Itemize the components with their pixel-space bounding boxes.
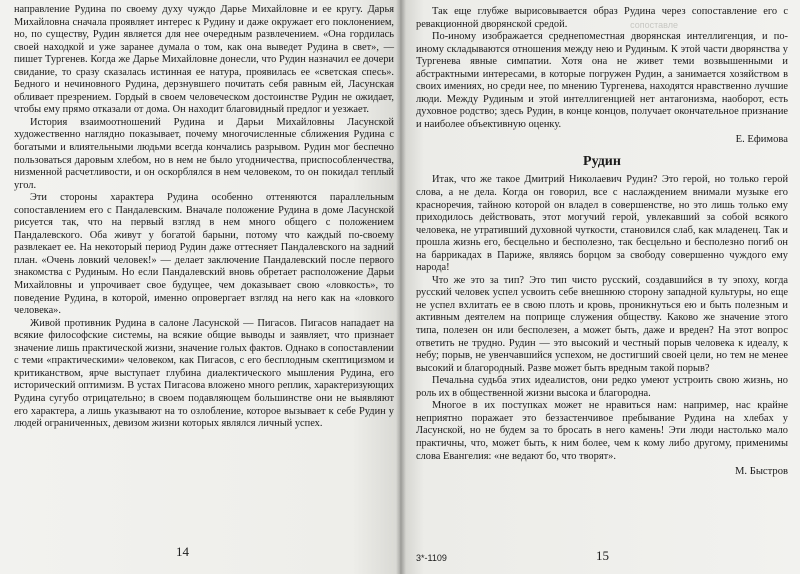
right-paragraph-5: Печальна судьба этих идеалистов, они редко умеют устроить свою жизнь, но роль их в общественной жизни высока и благородна.	[416, 375, 788, 399]
right-paragraph-6: Многое в их поступках может не нравиться нам: например, нас крайне неприятно поражает это беззастенчивое пребывание Рудина на хлебах у Ласунской, но не будем за то бросать в него камень! Эти люди настолько мало практичны, что, может быть, к ним более, чем к кому либо другому, применимы слова Евангелия: «не ведают бо, что творят».	[416, 400, 788, 462]
author-signature-efimova: Е. Ефимова	[735, 134, 788, 146]
book-gutter-shadow	[396, 0, 406, 574]
bleed-through-text: сопоставле	[630, 20, 678, 30]
right-paragraph-2: По-иному изображается среднепоместная дворянская интеллигенция, и по-иному складываются отношения между нею и Рудиным. К этой части дворянства у Тургенева явные симпатии. Хотя она не живет теми возвышенными и абстрактными интересами, в которые погружен Рудин, а занимается хозяйством в своих имениях, но среди нее, по мнению Тургенева, находятся нравственно лучшие люди. Между Рудиным и этой интеллигенцией нет антагонизма, наоборот, есть духовное родство; здесь Рудин, в конце концов, получает окончательное признание и наиболее объективную оценку.	[416, 31, 788, 130]
left-paragraph-2: История взаимоотношений Рудина и Дарьи Михайловны Ласунской художественно наглядно показывает, почему многочисленные сближения Рудина с богатыми и влиятельными людьми всегда кончались разрывом. Рудин мог беспечно пользоваться даровым хлебом, но в нем не было угодничества, приспособленчества, низменной расчетливости, и он оскорблялся в нем человеком, то он покидал теплый угол.	[14, 116, 394, 191]
right-page-number: 15	[596, 548, 609, 563]
right-paragraph-1: Так еще глубже вырисовывается образ Рудина через сопоставление его с ревакционной дворянской средой.	[416, 6, 788, 30]
right-paragraph-3: Итак, что же такое Дмитрий Николаевич Рудин? Это герой, но только герой слова, а не дела. Когда он говорил, все с наслаждением внимали музыке его красноречия, тайною которой он владел в совершенстве, но это лишь только ему приходилось действовать, этот могучий герой, увлекавший за собой всякого человека, не утративший духовной чуткости, становился слаб, как младенец. Так и прошла жизнь его, бесцельно и бесполезно, так бесцельно и бесполезно погиб он на баррикадах в Париже, являясь борцом за свободу совершенно чуждого ему народа!	[416, 174, 788, 274]
print-code: 3*-1109	[416, 553, 447, 563]
left-paragraph-3: Эти стороны характера Рудина особенно оттеняются параллельным сопоставлением его с Пандалевским. Вначале положение Рудина в доме Ласунской рисуется так, что на первый взгляд в нем много общего с положением Пандалевского. Оба живут у богатой барыни, потому что каждый по-своему развлекает ее. На некоторый период Рудин даже оттесняет Пандалевского на задний план. «Очень ловкий человек!» — делает заключение Пандалевский после первого знакомства с Рудиным. Но если Пандалевский вновь обретает расположение Дарьи Михайловны и упрочивает свое будущее, чем доказывает свою «ловкость», то поведение Рудина, в которой, именно опровергает взгляд на него как на «ловкого человека».	[14, 192, 394, 317]
right-page	[400, 0, 800, 574]
author-signature-bystrov: М. Быстров	[735, 466, 788, 478]
left-paragraph-4: Живой противник Рудина в салоне Ласунской — Пигасов. Пигасов нападает на всякие философские системы, на всякие общие выводы и заявляет, что признает значение лишь практической жизни, значение голых фактов. Однако в сопоставлении с теми «практическими» человеком, как Пигасов, с его бесплодным скептицизмом и критиканством, ярче выступает глубина диалектического мышления Рудина, его исторический оптимизм. В устах Пигасова вложено много реплик, характеризующих Рудина сугубо отрицательно; в своем подавляющем большинстве они не выявляют его характера, а лишь указывают на то озлобление, которое вызывает к себе Рудин у людей ограниченных, девизом жизни которых являлся личный успех.	[14, 317, 394, 430]
right-paragraph-4: Что же это за тип? Это тип чисто русский, создавшийся в ту эпоху, когда русский человек успел усвоить себе внешнюю сторону западной культуры, но еще не успел вхлитать ее в свою плоть и кровь, проникнуться ею и быть полезным и активным деятелем на поприще служения обществу. Каково же значение этого типа, полезен он или бесполезен, а может быть, даже и вреден? На этот вопрос ответить не трудно. Рудин — это высокий и честный порыв человека к идеалу, к небу; порыв, не увенчавшийся успехом, не достигший своей цели, но тем не менее высокий и благородный. Разве может быть вредным такой порыв?	[416, 274, 788, 374]
left-paragraph-1: направление Рудина по своему духу чуждо Дарье Михайловне и ее кругу. Дарья Михайловна сначала проявляет интерес к Рудину и даже окружает его поклонением, но, по существу, Рудин является для нее очередным развлечением. «Она гордилась своей находкой и уже заранее думала о том, как она выведет Рудина в свет», — пишет Тургенев. Когда же Дарье Михайловне донесли, что Рудин назначил ее дочери свидание, то сразу сказалась истинная ее натура, проявилась ее «светская спесь». Бедного и нечиновного Рудина, дерзнувшего почитать себя равным ей, Ласунская обливает презрением. Гордый в своем человеческом достоинстве Рудин не ожидает, чтобы ему прямо отказали от дома. Он находит благовидный предлог и уезжает.	[14, 4, 394, 116]
section-heading: Рудин	[583, 154, 621, 170]
left-page-number: 14	[176, 544, 189, 559]
